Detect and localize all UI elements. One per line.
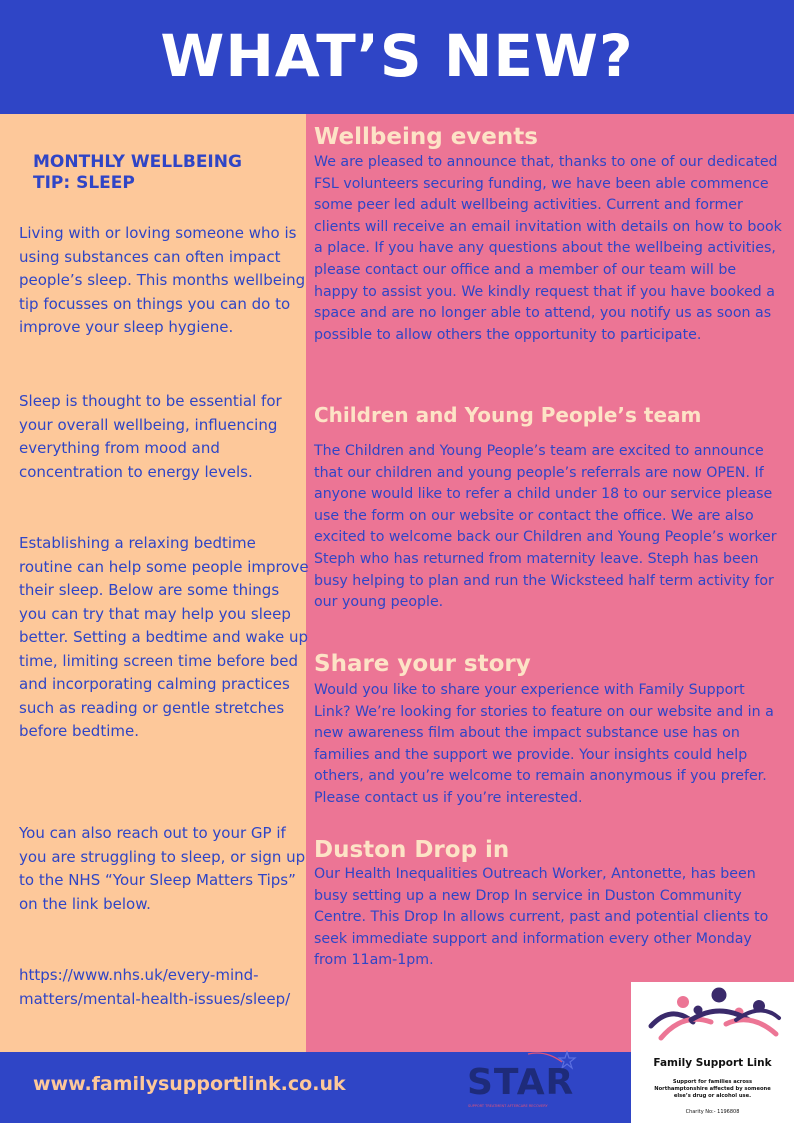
page-title: WHAT’S NEW? xyxy=(160,22,634,90)
tip-paragraph-gp: You can also reach out to your GP if you are struggling to sleep, or sign up to the NHS “Your Sleep Matters Tips” on the link below. xyxy=(19,824,306,913)
nhs-sleep-link[interactable]: https://www.nhs.uk/every-mind-matters/mental-health-issues/sleep/ xyxy=(19,966,291,1008)
section-heading-share-story: Share your story xyxy=(314,651,531,677)
tip-paragraph-intro: Living with or loving someone who is using substances can often impact people’s sleep. This months wellbeing tip focusses on things you can do to improve your sleep hygiene. xyxy=(19,224,306,336)
family-support-link-logo-icon xyxy=(631,982,794,1058)
section-body-share-story: Would you like to share your experience with Family Support Link? We’re looking for stories to feature on our website and in a new awareness film about the impact substance use has on families and the support we provide. Your insights could help others, and you’re welcome to remain anonymous if you prefer. Please contact us if you’re interested. xyxy=(314,682,774,806)
wellbeing-tip-title: MONTHLY WELLBEING TIP: SLEEP xyxy=(33,152,242,193)
family-support-link-logo-box xyxy=(631,982,794,1123)
family-support-link-description: Support for families across Northamptonshire affected by someone else’s drug or alcohol use. xyxy=(654,1079,771,1099)
charity-number: Charity No:- 1196808 xyxy=(685,1109,740,1115)
tip-paragraph-bedtime-routine: Establishing a relaxing bedtime routine can help some people improve their sleep. Below are some things you can try that may help you sleep better. Setting a bedtime and wake up time, limiting screen time before bed and incorporating calming practices such as reading or gentle stretches before bedtime. xyxy=(19,534,309,740)
family-support-link-name: Family Support Link xyxy=(653,1057,772,1069)
section-heading-wellbeing-events: Wellbeing events xyxy=(314,124,538,150)
website-link[interactable]: www.familysupportlink.co.uk xyxy=(33,1073,346,1095)
star-tagline: SUPPORT TREATMENT AFTERCARE RECOVERY xyxy=(468,1104,548,1108)
section-body-wellbeing-events: We are pleased to announce that, thanks to one of our dedicated FSL volunteers securing funding, we have been able commence some peer led adult wellbeing activities. Current and former clients will receive an email invitation with details on how to book a place. If you have any questions about the wellbeing activities, please contact our office and a member of our team will be happy to assist you. We kindly request that if you have booked a space and are no longer able to attend, you notify us as soon as possible to allow others the opportunity to participate. xyxy=(314,154,782,343)
section-body-duston-drop-in: Our Health Inequalities Outreach Worker, Antonette, has been busy setting up a new Drop In service in Duston Community Centre. This Drop In allows current, past and potential clients to seek immediate support and information every other Monday from 11am-1pm. xyxy=(314,866,769,969)
tip-paragraph-sleep-essential: Sleep is thought to be essential for your overall wellbeing, influencing everything from mood and concentration to energy levels. xyxy=(19,392,282,481)
section-heading-cyp-team: Children and Young People’s team xyxy=(314,403,702,427)
star-logo-text: STAR xyxy=(467,1062,575,1103)
section-heading-duston-drop-in: Duston Drop in xyxy=(314,837,510,863)
section-body-cyp-team: The Children and Young People’s team are excited to announce that our children and young people’s referrals are now OPEN. If anyone would like to refer a child under 18 to our service please use the form on our website or contact the office. We are also excited to welcome back our Children and Young People’s worker Steph who has returned from maternity leave. Steph has been busy helping to plan and run the Wicksteed half term activity for our young people. xyxy=(314,443,777,611)
